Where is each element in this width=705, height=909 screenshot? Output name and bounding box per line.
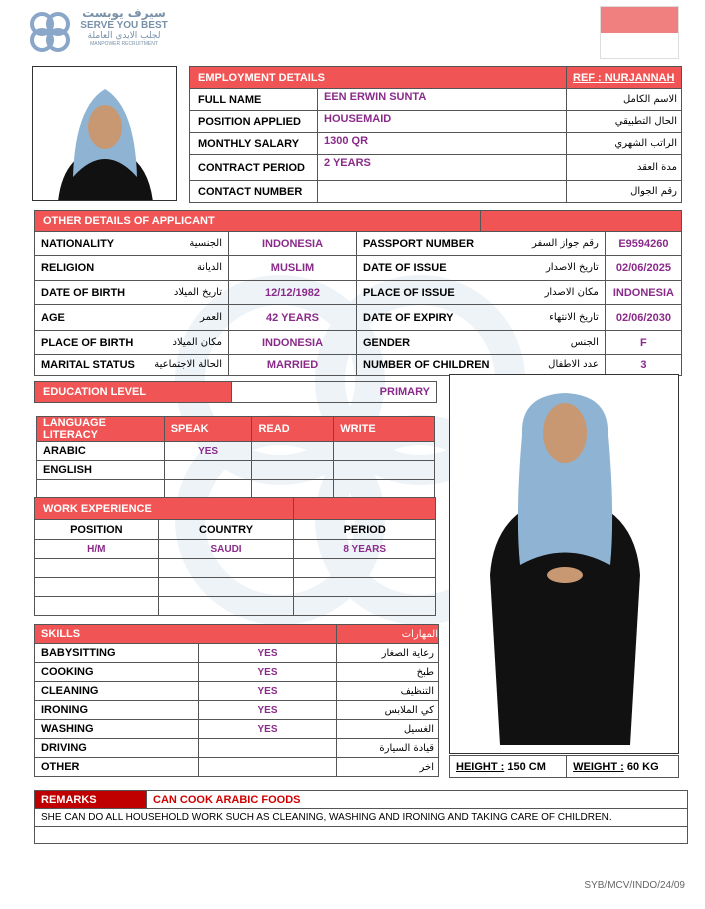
language-column-header: READ	[252, 417, 334, 442]
language-column-header: WRITE	[334, 417, 435, 442]
left-field-value: INDONESIA	[229, 331, 357, 355]
education-value: PRIMARY	[232, 382, 437, 403]
company-logo	[28, 6, 168, 60]
language-name	[37, 480, 165, 499]
employment-details-table	[189, 66, 682, 203]
measurements-table	[449, 755, 679, 778]
right-field-label	[357, 281, 606, 305]
left-field-label	[35, 331, 229, 355]
work-column-header: POSITION	[35, 520, 159, 540]
work-period	[294, 559, 436, 578]
right-field-value: 02/06/2025	[605, 256, 681, 281]
language-row	[37, 442, 435, 461]
skills-header: SKILLS	[35, 625, 337, 644]
work-row	[35, 559, 436, 578]
employment-field-value: 2 YEARS	[318, 155, 567, 181]
work-row	[35, 597, 436, 616]
skill-arabic: الغسيل	[337, 720, 439, 739]
weight-value: 60 KG	[626, 760, 659, 773]
employment-field-value: 1300 QR	[318, 133, 567, 155]
work-period	[294, 578, 436, 597]
skill-row	[35, 701, 439, 720]
right-field-label	[357, 331, 606, 355]
skill-row	[35, 644, 439, 663]
right-label-ar: الجنس	[570, 336, 599, 348]
skill-arabic: طبخ	[337, 663, 439, 682]
education-label: EDUCATION LEVEL	[35, 382, 232, 403]
employment-row	[190, 155, 682, 181]
details-row	[35, 256, 682, 281]
right-label-ar: تاريخ الانتهاء	[549, 311, 599, 323]
work-position	[35, 597, 159, 616]
skill-row	[35, 720, 439, 739]
skill-arabic: قيادة السيارة	[337, 739, 439, 758]
left-label-ar: تاريخ الميلاد	[173, 286, 222, 298]
work-header: WORK EXPERIENCE	[35, 498, 294, 520]
language-column-header: LANGUAGE LITERACY	[37, 417, 165, 442]
left-label-en: MARITAL STATUS	[41, 359, 135, 371]
right-field-label	[357, 305, 606, 331]
right-field-value: 02/06/2030	[605, 305, 681, 331]
employment-field-label: CONTRACT PERIOD	[190, 155, 318, 181]
employment-field-label: MONTHLY SALARY	[190, 133, 318, 155]
left-field-label	[35, 305, 229, 331]
work-period: 8 YEARS	[294, 540, 436, 559]
language-speak: YES	[164, 442, 252, 461]
skill-name: CLEANING	[35, 682, 199, 701]
employment-field-arabic: الاسم الكامل	[567, 89, 682, 111]
full-body-photo	[449, 374, 679, 754]
skill-value: YES	[199, 701, 337, 720]
employment-field-arabic: رقم الجوال	[567, 181, 682, 203]
left-field-value: INDONESIA	[229, 232, 357, 256]
left-label-ar: العمر	[200, 311, 222, 323]
language-name: ARABIC	[37, 442, 165, 461]
employment-field-arabic: الراتب الشهري	[567, 133, 682, 155]
work-country: SAUDI	[158, 540, 294, 559]
left-label-en: DATE OF BIRTH	[41, 286, 126, 299]
employment-field-value: HOUSEMAID	[318, 111, 567, 133]
employment-field-label: CONTACT NUMBER	[190, 181, 318, 203]
skill-value: YES	[199, 663, 337, 682]
work-country	[158, 559, 294, 578]
left-label-en: AGE	[41, 311, 65, 324]
language-write	[334, 442, 435, 461]
skills-table	[34, 624, 439, 777]
right-field-value: E9594260	[605, 232, 681, 256]
logo-arabic-name: سيرف يوبست	[82, 6, 166, 20]
left-field-label	[35, 281, 229, 305]
language-row	[37, 480, 435, 499]
skill-value: YES	[199, 682, 337, 701]
left-label-en: PLACE OF BIRTH	[41, 336, 134, 349]
skill-arabic: اخر	[337, 758, 439, 777]
left-field-value: MUSLIM	[229, 256, 357, 281]
work-country	[158, 597, 294, 616]
right-field-value: F	[605, 331, 681, 355]
remarks-headline: CAN COOK ARABIC FOODS	[147, 791, 688, 809]
left-label-ar: الحالة الاجتماعية	[154, 359, 222, 370]
details-row	[35, 305, 682, 331]
skill-value: YES	[199, 720, 337, 739]
right-label-en: DATE OF ISSUE	[363, 262, 447, 274]
work-experience-table	[34, 497, 436, 616]
work-row	[35, 540, 436, 559]
right-field-label	[357, 232, 606, 256]
right-label-ar: رقم جواز السفر	[531, 237, 599, 249]
left-label-ar: مكان الميلاد	[172, 336, 222, 348]
other-details-header: OTHER DETAILS OF APPLICANT	[35, 211, 481, 232]
height-value: 150 CM	[507, 760, 546, 773]
language-read	[252, 480, 334, 499]
skill-name: COOKING	[35, 663, 199, 682]
work-position	[35, 559, 159, 578]
country-flag	[600, 6, 679, 59]
right-label-ar: عدد الاطفال	[548, 359, 599, 370]
left-field-label	[35, 256, 229, 281]
language-row	[37, 461, 435, 480]
skill-arabic: كي الملابس	[337, 701, 439, 720]
height-label: HEIGHT :	[456, 760, 505, 773]
right-field-label	[357, 256, 606, 281]
left-field-label	[35, 232, 229, 256]
skill-value	[199, 758, 337, 777]
portrait-photo	[32, 66, 177, 201]
right-label-en: DATE OF EXPIRY	[363, 311, 454, 324]
employment-field-arabic: مدة العقد	[567, 155, 682, 181]
work-row	[35, 578, 436, 597]
language-table	[36, 416, 435, 499]
language-name: ENGLISH	[37, 461, 165, 480]
remarks-label: REMARKS	[35, 791, 147, 809]
left-label-en: NATIONALITY	[41, 237, 115, 250]
details-row	[35, 331, 682, 355]
language-write	[334, 461, 435, 480]
right-label-en: NUMBER OF CHILDREN	[363, 359, 490, 371]
work-country	[158, 578, 294, 597]
work-column-header: PERIOD	[294, 520, 436, 540]
logo-english-name: SERVE YOU BEST	[80, 20, 168, 31]
employment-row	[190, 89, 682, 111]
language-read	[252, 461, 334, 480]
right-label-en: PLACE OF ISSUE	[363, 286, 455, 299]
right-label-en: GENDER	[363, 336, 411, 349]
weight-label: WEIGHT :	[573, 760, 624, 773]
language-write	[334, 480, 435, 499]
employment-header: EMPLOYMENT DETAILS	[190, 67, 567, 89]
language-column-header: SPEAK	[164, 417, 252, 442]
remarks-table	[34, 790, 688, 844]
right-field-value: 3	[605, 355, 681, 376]
skill-value: YES	[199, 644, 337, 663]
left-label-en: RELIGION	[41, 262, 95, 274]
language-speak	[164, 461, 252, 480]
right-label-ar: مكان الاصدار	[544, 286, 599, 298]
work-period	[294, 597, 436, 616]
remarks-text: SHE CAN DO ALL HOUSEHOLD WORK SUCH AS CLEANING, WASHING AND IRONING AND TAKING CARE OF CHILDREN.	[35, 809, 688, 827]
skill-value	[199, 739, 337, 758]
work-position: H/M	[35, 540, 159, 559]
logo-subtitle: MANPOWER RECRUITMENT	[90, 41, 158, 47]
language-speak	[164, 480, 252, 499]
details-row	[35, 281, 682, 305]
education-table	[34, 381, 437, 403]
ref-label: REF : NURJANNAH	[567, 67, 682, 89]
work-column-header: COUNTRY	[158, 520, 294, 540]
work-position	[35, 578, 159, 597]
employment-row	[190, 133, 682, 155]
employment-field-label: FULL NAME	[190, 89, 318, 111]
skill-name: WASHING	[35, 720, 199, 739]
employment-field-label: POSITION APPLIED	[190, 111, 318, 133]
skill-row	[35, 739, 439, 758]
left-field-value: 42 YEARS	[229, 305, 357, 331]
footer-code: SYB/MCV/INDO/24/09	[584, 880, 685, 891]
skills-header-arabic: المهارات	[337, 625, 439, 644]
skill-row	[35, 682, 439, 701]
left-field-value: 12/12/1982	[229, 281, 357, 305]
skill-arabic: رعاية الصغار	[337, 644, 439, 663]
employment-row	[190, 111, 682, 133]
employment-field-arabic: الحال التطبيقي	[567, 111, 682, 133]
left-label-ar: الجنسية	[189, 237, 222, 249]
details-row	[35, 232, 682, 256]
right-field-value: INDONESIA	[605, 281, 681, 305]
left-field-label	[35, 355, 229, 376]
right-label-en: PASSPORT NUMBER	[363, 237, 475, 250]
skill-name: BABYSITTING	[35, 644, 199, 663]
right-field-label	[357, 355, 606, 376]
skill-arabic: التنظيف	[337, 682, 439, 701]
details-row	[35, 355, 682, 376]
employment-field-value: EEN ERWIN SUNTA	[318, 89, 567, 111]
employment-row	[190, 181, 682, 203]
left-label-ar: الديانة	[196, 262, 222, 273]
skill-row	[35, 663, 439, 682]
logo-arabic-subtitle: لجلب الايدي العاملة	[87, 31, 161, 41]
skill-row	[35, 758, 439, 777]
skill-name: OTHER	[35, 758, 199, 777]
other-details-table	[34, 210, 682, 376]
left-field-value: MARRIED	[229, 355, 357, 376]
language-read	[252, 442, 334, 461]
skill-name: IRONING	[35, 701, 199, 720]
right-label-ar: تاريخ الاصدار	[545, 262, 599, 273]
employment-field-value	[318, 181, 567, 203]
skill-name: DRIVING	[35, 739, 199, 758]
logo-rings-icon	[28, 8, 74, 54]
